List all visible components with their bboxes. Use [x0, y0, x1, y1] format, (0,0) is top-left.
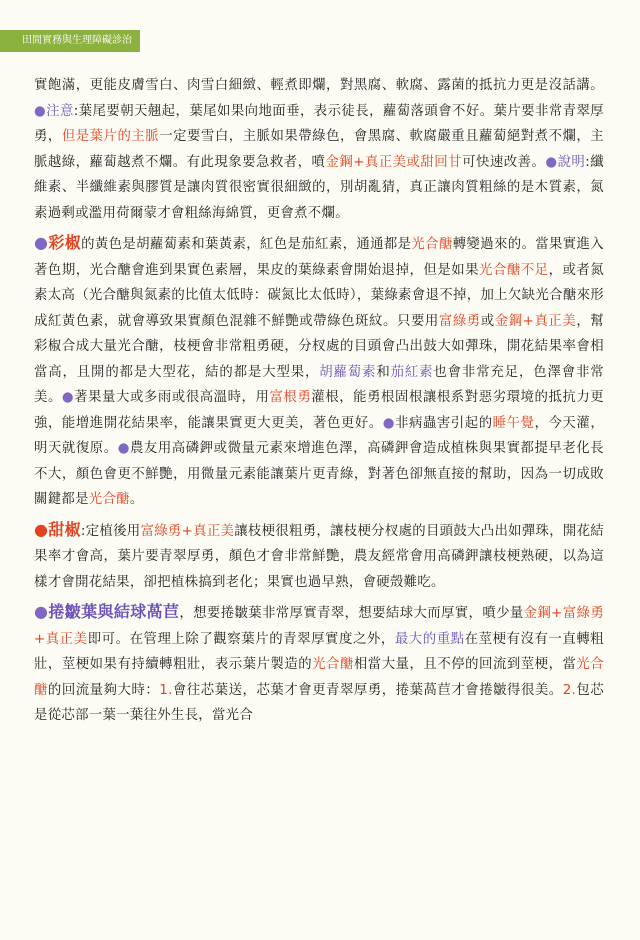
highlight-term: 說明 [557, 154, 586, 170]
bullet-icon: ● [34, 602, 49, 621]
highlight-term: 富綠勇+真正美 [140, 523, 235, 539]
text-run: 農友用高磷鉀或微量元素來增進色澤，高磷鉀會造成植株與果實都提早老化長不大，顏色會更不鮮艷，用微量元素能讓葉片更青綠，對著色卻無直接的幫助，因為一切成敗關鍵都是 [34, 441, 604, 507]
text-run: 在莖梗有沒有一直轉粗壯，莖梗如果有持續轉粗壯，表示葉片製造的 [34, 631, 605, 672]
text-run: :定植後用 [80, 523, 141, 539]
text-run: 一定要雪白，主脈如果帶綠色，會黑腐、軟腐嚴重且蘿蔔絕對煮不爛，主脈越綠，蘿蔔越煮不爛。有此現象要急救者，噴 [34, 129, 604, 170]
highlight-term: 光合醣 [88, 492, 130, 507]
text-run: :纖維素、半纖維素與膠質是讓肉質很密實很細緻的，別胡亂猜，真正讓肉質粗絲的是木質素，氮素過剩或濫用荷爾蒙才會粗絲海綿質，更會煮不爛。 [34, 154, 604, 221]
text-run: 。 [129, 492, 144, 507]
bullet-icon: ● [117, 441, 130, 456]
paragraph [34, 517, 604, 596]
bullet-icon: ● [61, 390, 75, 405]
highlight-term: 捲皺葉與結球萵苣 [48, 602, 180, 621]
bullet-icon: ● [34, 519, 49, 539]
text-run: ，今天灌，明天就復原。 [34, 415, 605, 456]
highlight-term: 茄紅素 [390, 364, 434, 380]
highlight-term: 光合醣 [411, 237, 453, 252]
text-run: ，或者氮素太高（光合醣與氮素的比值太低時：碳氮比太低時），葉綠素會退不掉，加上欠缺光合醣來形成紅黃色素，就會導致果實顏色混雜不鮮艷或帶綠色斑紋。只要用 [34, 262, 605, 329]
highlight-term: 睡午覺 [492, 415, 535, 431]
text-run: 或 [480, 313, 495, 329]
highlight-term: 彩椒 [48, 233, 82, 252]
text-run: 也會非常充足，色澤會非常美。 [34, 364, 604, 405]
text-run: 會往芯葉送，芯葉才會更青翠厚勇，捲葉萵苣才會捲皺得很美。 [172, 682, 563, 698]
bullet-icon: ● [382, 415, 395, 431]
paragraph [34, 230, 604, 513]
highlight-term: 光合醣 [312, 657, 354, 672]
highlight-term: 1. [159, 682, 173, 698]
paragraph [34, 599, 604, 729]
highlight-term: 最大的重點 [394, 631, 465, 647]
highlight-term: 富根勇 [269, 390, 312, 405]
bullet-icon: ● [545, 154, 558, 170]
article-body [34, 73, 604, 733]
text-run: 即可。在管理上除了觀察葉片的青翠厚實度之外， [87, 631, 395, 647]
highlight-term: 注意 [46, 103, 74, 119]
text-run: ，想要捲皺葉非常厚實青翠，想要結球大而厚實，噴少量 [179, 606, 524, 621]
highlight-term: 光合醣 [34, 657, 604, 698]
text-run: 轉變過來的。當果實進入著色期，光合醣會進到果實色素層，果皮的葉綠素會開始退掉，但是如果 [34, 237, 604, 278]
text-run: 可快速改善。 [462, 154, 546, 170]
text-run: 著果量大或多雨或很高溫時，用 [74, 390, 270, 405]
text-run: 包芯是從芯部一葉一葉往外生長，當光合 [34, 682, 604, 723]
text-run: 的黃色是胡蘿蔔素和葉黃素，紅色是茄紅素，通通都是 [81, 237, 412, 252]
text-run: 相當大量，且不停的回流到莖梗，當 [353, 657, 577, 672]
highlight-term: 金鋼+富綠勇+真正美 [34, 606, 605, 647]
text-run: 灌根，能勇根固根讓根系對惡劣環境的抵抗力更強，能增進開花結果率，能讓果實更大更美，著色更好。 [34, 390, 604, 431]
highlight-term: 胡蘿蔔素 [319, 364, 377, 380]
text-run: 的回流量夠大時： [47, 682, 160, 698]
text-run: :葉尾要朝天翹起，葉尾如果向地面垂，表示徒長，蘿蔔落頭會不好。葉片要非常青翠厚勇， [34, 103, 604, 144]
text-run: ，幫彩椒合成大量光合醣，枝梗會非常粗勇硬，分杈處的目頭會凸出鼓大如彈珠，開花結果率會相當高，且開的都是大型花，結的都是大型果， [34, 313, 604, 380]
highlight-term: 2. [562, 682, 577, 698]
paragraph [34, 73, 604, 226]
bullet-icon: ● [34, 233, 49, 252]
text-run: 讓枝梗很粗勇，讓枝梗分杈處的目頭鼓大凸出如彈珠，開花結果率才會高，葉片要青翠厚勇，顏色才會非常鮮艷，農友經常會用高磷鉀讓枝梗熟硬，以為這樣才會開花結果，卻把植株搞到老化；果實也過早熟，會硬殼難吃。 [34, 523, 605, 590]
text-run: 和 [376, 364, 391, 380]
highlight-term: 光合醣不足 [479, 262, 549, 278]
chapter-header: 田間實務與生理障礙診治 [0, 30, 140, 52]
highlight-term: 金鋼+真正美或甜回甘 [325, 154, 463, 170]
text-run: 實飽滿，更能皮膚雪白、肉雪白細緻、輕煮即爛，對黑腐、軟腐、露菌的抵抗力更是沒話講。 [34, 78, 604, 93]
text-run: 非病蟲害引起的 [395, 415, 493, 431]
highlight-term: 但是葉片的主脈 [61, 129, 160, 144]
highlight-term: 富綠勇 [438, 313, 481, 329]
highlight-term: 金鋼+真正美 [494, 313, 577, 329]
bullet-icon: ● [34, 103, 47, 119]
highlight-term: 甜椒 [48, 519, 81, 539]
